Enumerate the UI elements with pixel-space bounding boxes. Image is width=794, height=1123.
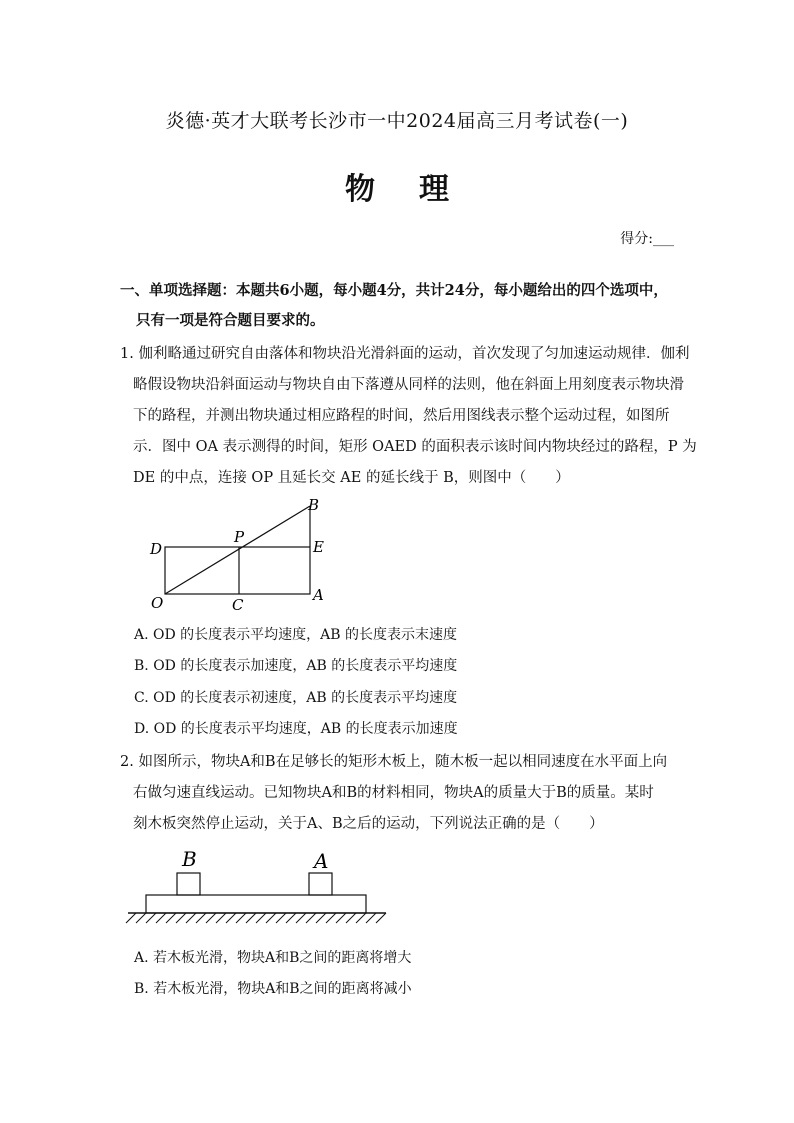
exam-header: 炎德·英才大联考长沙市一中2024届高三月考试卷(一)	[165, 110, 629, 132]
q1-option-b[interactable]: B. OD 的长度表示加速度，AB 的长度表示平均速度	[134, 658, 458, 674]
q1-figure	[140, 492, 340, 617]
block-a	[309, 873, 332, 895]
q1-line-2: 略假设物块沿斜面运动与物块自由下落遵从同样的法则，他在斜面上用刻度表示物块滑	[133, 377, 684, 393]
q2-line-1: 2. 如图所示，物块A和B在足够长的矩形木板上，随木板一起以相同速度在水平面上向	[120, 754, 668, 770]
q1-line-5: DE 的中点，连接 OP 且延长交 AE 的延长线于 B，则图中（ ）	[133, 470, 570, 486]
block-b	[177, 873, 200, 895]
label-e: E	[313, 538, 324, 556]
label-block-b: B	[182, 847, 197, 871]
q2-line-2: 右做匀速直线运动。已知物块A和B的材料相同，物块A的质量大于B的质量。某时	[133, 785, 654, 801]
subject-char-2: 理	[419, 172, 449, 207]
subject-title	[0, 164, 794, 208]
label-a: A	[313, 586, 324, 604]
rectangle-oaed	[165, 547, 310, 594]
q2-line-3: 刻木板突然停止运动，关于A、B之后的运动，下列说法正确的是（ ）	[133, 816, 604, 832]
q2-option-b[interactable]: B. 若木板光滑，物块A和B之间的距离将减小	[134, 981, 412, 997]
board	[146, 895, 366, 913]
ground-hatching	[126, 913, 386, 923]
label-d: D	[150, 540, 163, 558]
subject-char-1: 物	[345, 172, 375, 207]
label-p: P	[234, 528, 245, 546]
label-b: B	[308, 496, 320, 514]
q1-line-4: 示．图中 OA 表示测得的时间，矩形 OAED 的面积表示该时间内物块经过的路程，P 为	[133, 439, 697, 455]
label-c: C	[232, 596, 244, 614]
q1-line-3: 下的路程，并测出物块通过相应路程的时间，然后用图线表示整个运动过程，如图所	[133, 408, 670, 424]
q1-option-d[interactable]: D. OD 的长度表示平均速度，AB 的长度表示加速度	[134, 721, 458, 737]
section-heading	[120, 276, 690, 336]
section-heading-line-1: 一、单项选择题：本题共6小题，每小题4分，共计24分，每小题给出的四个选项中，	[120, 282, 668, 299]
score-field: 得分:___	[620, 231, 674, 247]
q1-line-1: 1. 伽利略通过研究自由落体和物块沿光滑斜面的运动，首次发现了匀加速运动规律．伽利	[120, 346, 690, 362]
label-block-a: A	[314, 849, 329, 873]
q1-option-a[interactable]: A. OD 的长度表示平均速度，AB 的长度表示末速度	[134, 627, 458, 643]
section-heading-line-2: 只有一项是符合题目要求的。	[136, 312, 325, 329]
label-o: O	[151, 594, 164, 612]
q2-option-a[interactable]: A. 若木板光滑，物块A和B之间的距离将增大	[134, 950, 412, 966]
q1-option-c[interactable]: C. OD 的长度表示初速度，AB 的长度表示平均速度	[134, 690, 458, 706]
q2-figure	[122, 844, 392, 929]
line-ob	[165, 506, 310, 594]
